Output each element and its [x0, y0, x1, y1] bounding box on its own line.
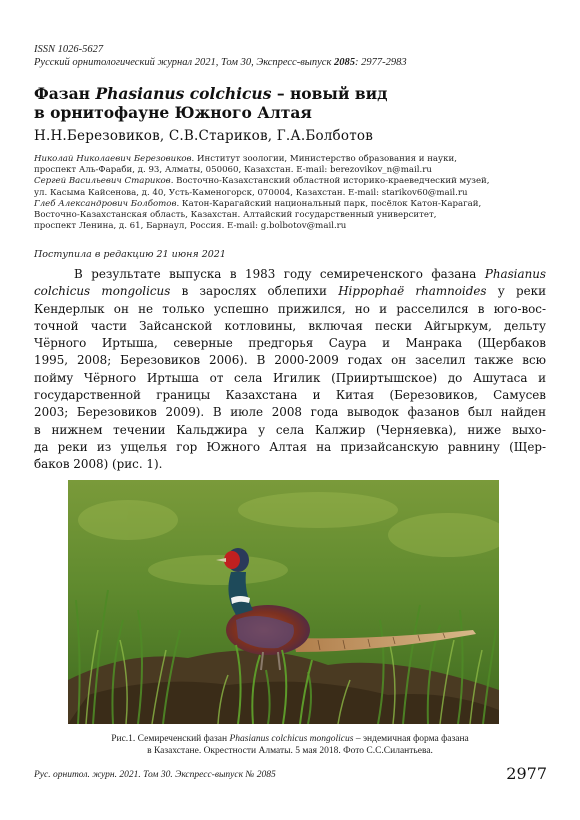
page-number: 2977 [506, 764, 547, 783]
pheasant-photo [68, 480, 499, 724]
journal-citation: Русский орнитологический журнал 2021, Том 30, Экспресс-выпуск 2085: 2977-2983 [34, 57, 407, 68]
affiliation-3: Глеб Александрович Болботов. Катон-Карагайский национальный парк, посёлок Катон-Карагай, [34, 198, 482, 209]
affiliation-2: Сергей Васильевич Стариков. Восточно-Казахстанский областной историко-краеведческий музей, [34, 176, 490, 187]
body-paragraph: В результате выпуска в 1983 году семиреченского фазана Phasianus colchicus mongolicus в зарослях облепихи Hippophaë rhamnoides у реки Кендерлык он не только успешно прижился, но и расселился в юго-вос- точной части Зайсанской котловины, включая пески Айгыркум, дельту Чёрного Иртыша, северные предгорья Саура и Манрака (Щербаков 1995, 2008; Березовиков 2006). В 2000-2009 годах он заселил также всю пойму Чёрного Иртыша от села Игилик (Прииртышское) до Ашутаса и государственной границы Казахстана и Китая (Березовиков, Самусев 2003; Березовиков 2009). В июле 2008 года выводок фазанов был найден в нижнем течении Кальджира у села Калжир (Черняевка), ниже выхо- да реки из ущелья гор Южного Алтая на призайсанскую равнину (Щер- баков 2008) (рис. 1). [34, 267, 546, 472]
authors: Н.Н.Березовиков, С.В.Стариков, Г.А.Болботов [34, 128, 373, 144]
footer-citation: Рус. орнитол. журн. 2021. Том 30. Экспресс-выпуск № 2085 [34, 770, 276, 780]
issue-number: 2085 [334, 57, 355, 68]
issn: ISSN 1026-5627 [34, 44, 104, 55]
article-title: Фазан Phasianus colchicus – новый вид в орнитофауне Южного Алтая [34, 84, 388, 122]
journal-header [34, 43, 554, 69]
figure-caption: Рис.1. Семиреченский фазан Phasianus colchicus mongolicus – эндемичная форма фазана в Казахстане. Окрестности Алматы. 5 мая 2018. Фото С.С.Силантьева. [111, 734, 469, 756]
affiliations: Николай Николаевич Березовиков. Институт зоологии, Министерство образования и науки, проспект Аль-Фараби, д. 93, Алматы, 050060, Казахстан. E-mail: berezovikov_n@mail.ru Сергей Васильевич Стариков. Восточно-Казахстанский областной историко-краеведческий музей, ул. Касыма Кайсенова, д. 40, Усть-Каменогорск, 070004, Казахстан. E-mail: starikov60@mail.ru Глеб Александрович Болботов. Катон-Карагайский национальный парк, посёлок Катон-Карагай, Восточно-Казахстанская область, Казахстан. Алтайский государственный университет, проспект Ленина, д. 61, Барнаул, Россия. E-mail: g.bolbotov@mail.ru [34, 154, 554, 232]
title-species: Phasianus colchicus [95, 84, 272, 103]
affiliation-1: Николай Николаевич Березовиков. Институт зоологии, Министерство образования и науки, [34, 154, 457, 164]
received-date: Поступила в редакцию 21 июня 2021 [34, 249, 226, 260]
